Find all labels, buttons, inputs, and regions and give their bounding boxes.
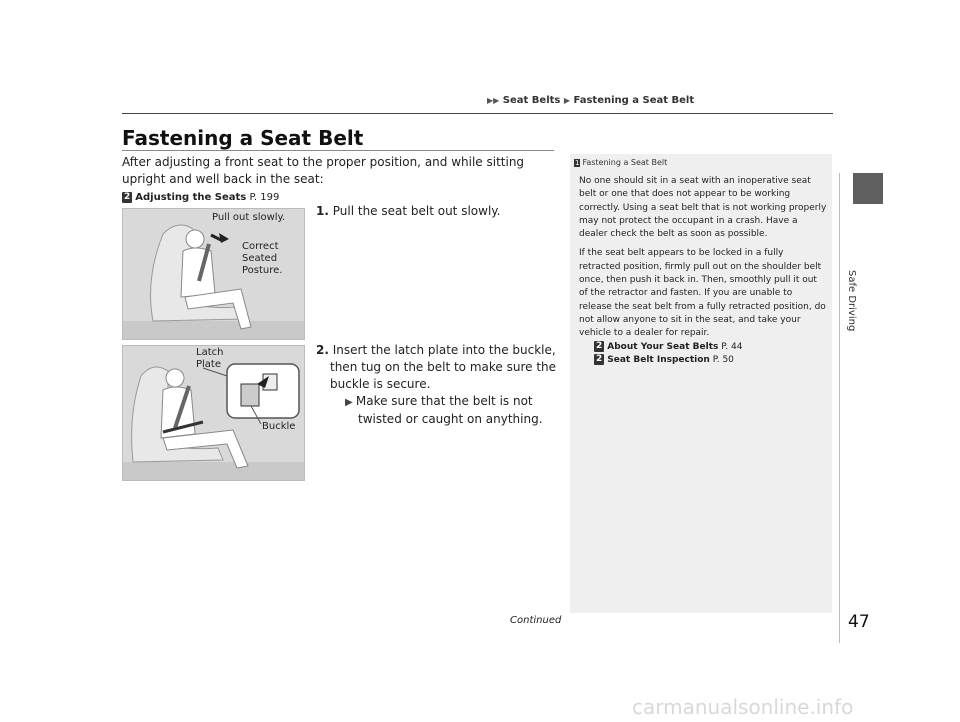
header-divider <box>122 113 833 114</box>
intro-ref-label[interactable]: Adjusting the Seats <box>135 192 247 203</box>
breadcrumb <box>487 95 694 106</box>
sidebar-ref-1-label[interactable]: About Your Seat Belts <box>607 341 719 352</box>
label-posture-line1: Correct <box>242 241 279 252</box>
sidebar-title-text: Fastening a Seat Belt <box>582 158 668 167</box>
step-1-number: 1. <box>316 204 329 218</box>
label-buckle: Buckle <box>262 421 296 432</box>
breadcrumb-arrow-icon: ▶▶ <box>487 96 500 105</box>
sidebar-paragraph-1: No one should sit in a seat with an inoperative seat belt or one that does not appear to be working correctly. Using a seat belt that is not working properly may not protect the occupant in a crash. Have a dealer check the belt as soon as possible. <box>579 176 827 240</box>
sidebar-paragraph-2: If the seat belt appears to be locked in a fully retracted position, firmly pull out on the shoulder belt once, then push it back in. Then, smoothly pull it out of the retractor and fasten. If you are unable to release the seat belt from a fully retracted position, do not allow anyone to sit in the seat, and take your vehicle to a dealer for repair. <box>579 248 826 339</box>
sidebar-title <box>574 158 667 167</box>
side-tab-marker <box>853 173 883 204</box>
step-2-number: 2. <box>316 343 329 357</box>
title-divider <box>122 150 554 151</box>
label-posture <box>242 241 282 277</box>
continued-label: Continued <box>510 615 562 626</box>
sidebar-body <box>579 175 827 367</box>
step-2-substep <box>330 393 575 428</box>
reference-icon: 2 <box>596 353 603 364</box>
step-2 <box>316 342 575 428</box>
label-posture-line3: Posture. <box>242 265 283 276</box>
sidebar-ref-2-label[interactable]: Seat Belt Inspection <box>607 354 710 365</box>
intro-text: After adjusting a front seat to the proper position, and while sitting upright and well back in the seat: <box>122 155 525 186</box>
sidebar-ref-seat-belts[interactable] <box>579 341 827 354</box>
substep-arrow-icon: ▶ <box>345 397 356 408</box>
intro-paragraph <box>122 154 560 206</box>
side-tab-divider <box>839 173 840 643</box>
intro-ref-page: P. 199 <box>249 192 280 203</box>
watermark: carmanualsonline.info <box>632 695 854 719</box>
step-2-subtext: Make sure that the belt is not twisted or caught on anything. <box>355 394 543 426</box>
step-1 <box>316 203 561 220</box>
reference-icon: 2 <box>596 340 603 351</box>
side-tab-label: Safe Driving <box>846 270 857 332</box>
label-latch-plate <box>196 347 223 371</box>
page-title: Fastening a Seat Belt <box>122 126 364 150</box>
sidebar-ref-inspection[interactable] <box>579 354 827 367</box>
breadcrumb-item-seat-belts[interactable]: Seat Belts <box>502 95 561 106</box>
step-2-text: Insert the latch plate into the buckle, then tug on the belt to make sure the buckle is secure. <box>330 343 557 391</box>
label-posture-line2: Seated <box>242 253 278 264</box>
sidebar-ref-1-page: P. 44 <box>721 341 743 352</box>
breadcrumb-item-fastening[interactable]: Fastening a Seat Belt <box>573 95 695 106</box>
reference-icon: 2 <box>124 192 131 202</box>
step-1-text: Pull the seat belt out slowly. <box>332 204 501 218</box>
label-latch-line2: Plate <box>196 359 222 370</box>
label-pull-out: Pull out slowly. <box>212 212 286 223</box>
breadcrumb-arrow-icon: ▶ <box>563 96 570 105</box>
intro-cross-reference[interactable] <box>122 192 279 203</box>
label-latch-line1: Latch <box>196 347 224 358</box>
page-number: 47 <box>848 612 870 632</box>
note-icon: 1 <box>575 159 580 167</box>
sidebar-ref-2-page: P. 50 <box>712 354 734 365</box>
